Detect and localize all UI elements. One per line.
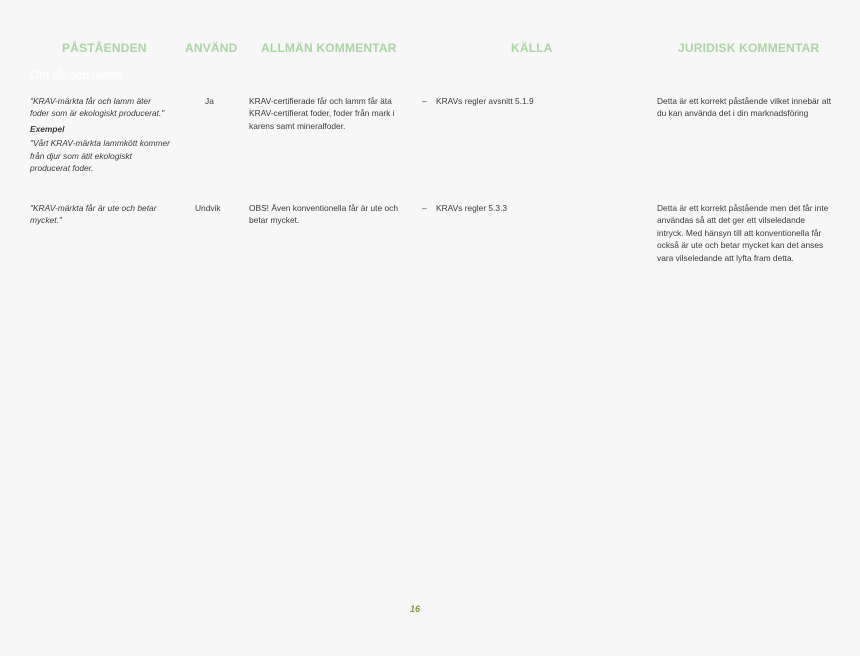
source-cell (422, 202, 622, 214)
header-general-comment: ALLMÄN KOMMENTAR (261, 41, 397, 55)
example-text: "Vårt KRAV-märkta lammkött kommer från djur som ätit ekologiskt producerat foder. (30, 138, 170, 174)
source-dash: – (422, 96, 427, 106)
general-comment: OBS! Även konventionella får är ute och betar mycket. (249, 203, 398, 226)
page-number: 16 (410, 604, 421, 614)
source-text: KRAVs regler 5.3.3 (436, 203, 508, 213)
claim-text: "KRAV-märkta får och lamm äter foder som är ekologiskt producerat." (30, 96, 165, 119)
legal-comment: Detta är ett korrekt påstående men det får inte användas så att det ger ett vilseledande intryck. Med hänsyn till att konventionella får också är ute och betar mycket kan det anses vara vilseledande att lyfta fram detta. (657, 203, 829, 263)
table-row (30, 202, 175, 227)
legal-comment: Detta är ett korrekt påstående vilket innebär att du kan använda det i din marknadsföring (657, 96, 832, 119)
source-dash: – (422, 203, 427, 213)
header-use: ANVÄND (185, 41, 238, 55)
section-title: Om får och lamm (30, 68, 123, 82)
use-value: Undvik (195, 203, 221, 213)
header-source: KÄLLA (511, 41, 553, 55)
claim-text: "KRAV-märkta får är ute och betar mycket." (30, 203, 157, 226)
header-legal-comment: JURIDISK KOMMENTAR (678, 41, 820, 55)
general-comment: KRAV-certifierade får och lamm får äta KRAV-certifierat foder, foder från mark i karens samt mineralfoder. (249, 96, 395, 131)
source-cell (422, 95, 622, 107)
header-claims: PÅSTÅENDEN (62, 41, 147, 55)
example-label: Exempel (30, 123, 65, 134)
table-row (30, 95, 170, 174)
source-text: KRAVs regler avsnitt 5.1.9 (436, 96, 534, 106)
use-value: Ja (205, 96, 214, 106)
